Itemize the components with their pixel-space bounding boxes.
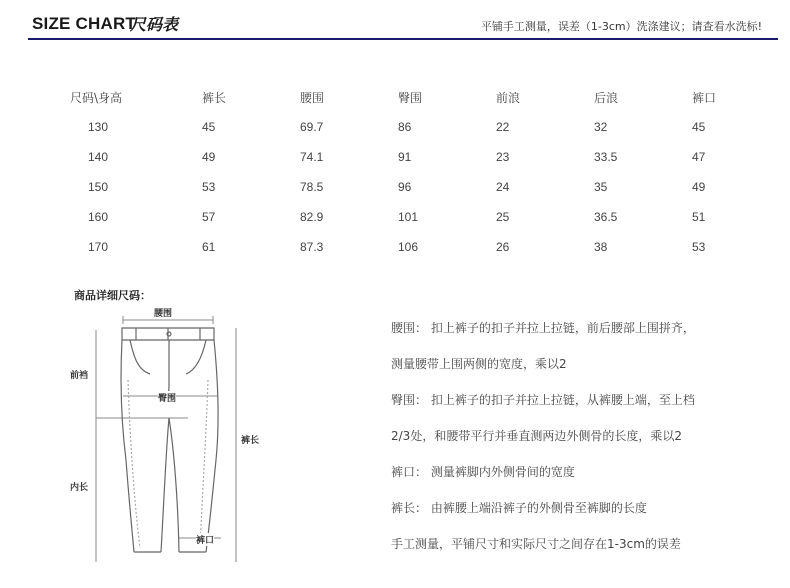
table-cell: 140 <box>88 150 109 164</box>
header-length: 裤长 <box>202 90 227 105</box>
table-cell: 49 <box>692 180 706 194</box>
size-table <box>70 82 752 262</box>
header-front-rise: 前浪 <box>496 90 521 105</box>
table-row <box>70 112 752 142</box>
table-cell: 53 <box>202 180 216 194</box>
table-cell: 150 <box>88 180 109 194</box>
table-cell: 101 <box>398 210 419 224</box>
table-cell: 51 <box>692 210 706 224</box>
header-back-rise: 后浪 <box>594 90 619 105</box>
desc-length: 裤长： 由裤腰上端沿裤子的外侧骨至裤脚的长度 <box>391 501 647 515</box>
table-cell: 32 <box>594 120 608 134</box>
diagram-label-front-rise: 前裆 <box>70 368 88 381</box>
table-cell: 61 <box>202 240 216 254</box>
title-cn: 尺码表 <box>130 15 179 34</box>
desc-waist-line2: 测量腰带上围两侧的宽度，乘以2 <box>391 357 567 371</box>
desc-hem: 裤口： 测量裤脚内外侧骨间的宽度 <box>391 465 575 479</box>
table-cell: 86 <box>398 120 412 134</box>
table-row <box>70 232 752 262</box>
header-waist: 腰围 <box>300 90 325 105</box>
header-hem: 裤口 <box>692 90 717 105</box>
table-cell: 45 <box>202 120 216 134</box>
table-cell: 47 <box>692 150 706 164</box>
table-cell: 24 <box>496 180 510 194</box>
table-cell: 33.5 <box>594 150 618 164</box>
table-cell: 26 <box>496 240 510 254</box>
table-cell: 160 <box>88 210 109 224</box>
desc-waist-line1: 腰围： 扣上裤子的扣子并拉上拉链，前后腰部上围拼齐， <box>391 321 695 335</box>
table-cell: 69.7 <box>300 120 324 134</box>
table-cell: 45 <box>692 120 706 134</box>
diagram-label-length: 裤长 <box>241 433 259 446</box>
diagram-label-waist: 腰围 <box>154 306 172 319</box>
table-cell: 78.5 <box>300 180 324 194</box>
detail-title: 商品详细尺码： <box>74 289 151 302</box>
table-cell: 23 <box>496 150 510 164</box>
pants-diagram <box>66 300 286 580</box>
table-cell: 53 <box>692 240 706 254</box>
table-cell: 74.1 <box>300 150 324 164</box>
table-cell: 25 <box>496 210 510 224</box>
diagram-label-hip: 臀围 <box>158 391 176 404</box>
table-cell: 38 <box>594 240 608 254</box>
table-cell: 49 <box>202 150 216 164</box>
table-cell: 36.5 <box>594 210 618 224</box>
title-en: SIZE CHART <box>32 14 136 33</box>
table-cell: 87.3 <box>300 240 324 254</box>
table-cell: 96 <box>398 180 412 194</box>
header-size: 尺码\身高 <box>70 90 123 105</box>
desc-error-note: 手工测量，平铺尺寸和实际尺寸之间存在1-3cm的误差 <box>391 537 681 551</box>
header-rule <box>28 38 778 40</box>
header-hip: 臀围 <box>398 90 423 105</box>
desc-hip-line1: 臀围： 扣上裤子的扣子并拉上拉链，从裤腰上端，至上档 <box>391 393 695 407</box>
table-cell: 35 <box>594 180 608 194</box>
table-cell: 82.9 <box>300 210 324 224</box>
measurement-note: 平铺手工测量，误差（1-3cm）洗涤建议；请查看水洗标! <box>480 20 762 33</box>
table-cell: 91 <box>398 150 412 164</box>
header <box>0 0 790 48</box>
diagram-label-hem: 裤口 <box>196 533 214 546</box>
table-cell: 106 <box>398 240 419 254</box>
desc-hip-line2: 2/3处，和腰带平行并垂直测两边外侧骨的长度，乘以2 <box>391 429 682 443</box>
table-row <box>70 202 752 232</box>
table-row <box>70 142 752 172</box>
table-cell: 22 <box>496 120 510 134</box>
table-cell: 57 <box>202 210 216 224</box>
table-cell: 130 <box>88 120 109 134</box>
diagram-label-inseam: 内长 <box>70 480 88 493</box>
table-cell: 170 <box>88 240 109 254</box>
table-header-row <box>70 82 752 112</box>
table-row <box>70 172 752 202</box>
